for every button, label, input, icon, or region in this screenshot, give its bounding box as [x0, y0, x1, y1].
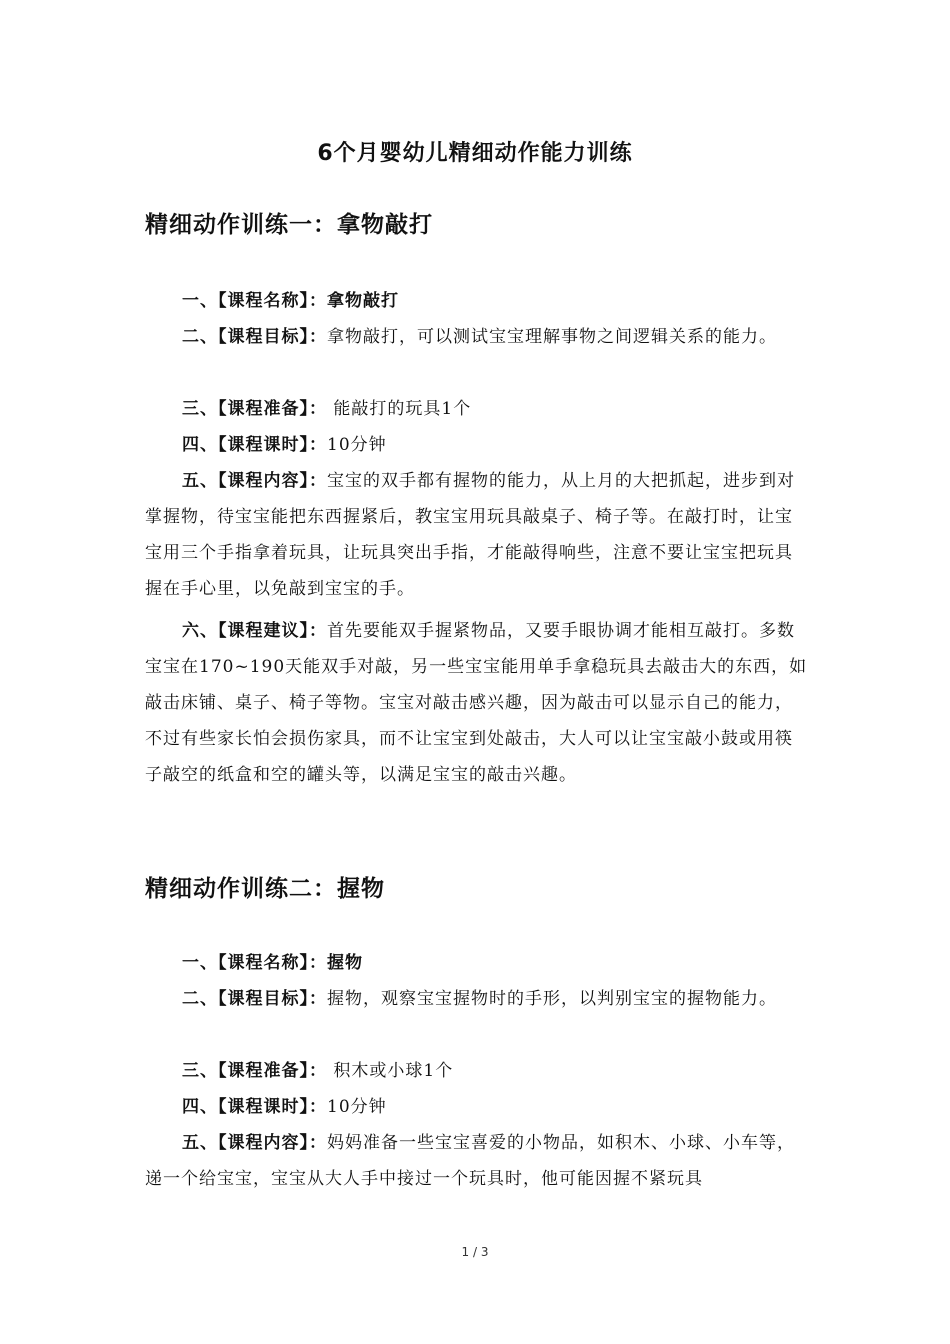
s1-item-content [145, 463, 810, 607]
s2-item-prep-text: 积木或小球1个 [327, 1061, 454, 1081]
s1-item-prep-text: 能敲打的玩具1个 [327, 399, 472, 419]
s1-item-duration [145, 427, 810, 463]
s1-item-name-label: 一、【课程名称】： [182, 291, 327, 311]
s2-item-content-text: 妈妈准备一些宝宝喜爱的小物品，如积木、小球、小车等，递一个给宝宝，宝宝从大人手中接过一个玩具时，他可能因握不紧玩具 [145, 1133, 795, 1189]
s2-item-goal-label: 二、【课程目标】： [182, 989, 327, 1009]
s1-item-prep [145, 391, 810, 427]
s2-item-content-label: 五、【课程内容】： [182, 1133, 327, 1153]
s1-item-content-label: 五、【课程内容】： [182, 471, 327, 491]
s2-item-goal [145, 981, 810, 1017]
section-2-heading: 精细动作训练二：握物 [145, 876, 385, 902]
s1-item-goal-text: 拿物敲打，可以测试宝宝理解事物之间逻辑关系的能力。 [327, 327, 777, 347]
s1-item-prep-label: 三、【课程准备】： [182, 399, 327, 419]
s1-item-duration-label: 四、【课程课时】： [182, 435, 327, 455]
s1-item-content-text: 宝宝的双手都有握物的能力，从上月的大把抓起，进步到对掌握物，待宝宝能把东西握紧后，教宝宝用玩具敲桌子、椅子等。在敲打时，让宝宝用三个手指拿着玩具，让玩具突出手指，才能敲得响些，注意不要让宝宝把玩具握在手心里，以免敲到宝宝的手。 [145, 471, 795, 599]
page-number: 1 / 3 [461, 1245, 489, 1259]
document-title: 6个月婴幼儿精细动作能力训练 [317, 141, 633, 166]
s1-item-advice-label: 六、【课程建议】： [182, 621, 327, 641]
s2-item-duration-text: 10分钟 [327, 1097, 387, 1117]
s1-item-name [145, 283, 810, 319]
s1-item-advice [145, 613, 810, 793]
s1-item-duration-text: 10分钟 [327, 435, 387, 455]
s2-item-content [145, 1125, 810, 1197]
s2-item-name-label: 一、【课程名称】： [182, 953, 327, 973]
s1-item-goal-label: 二、【课程目标】： [182, 327, 327, 347]
s2-item-duration [145, 1089, 810, 1125]
section-1-heading: 精细动作训练一：拿物敲打 [145, 212, 433, 238]
s2-item-prep [145, 1053, 810, 1089]
s2-item-name-text: 握物 [327, 953, 363, 973]
s1-item-name-text: 拿物敲打 [327, 291, 399, 311]
s1-item-goal [145, 319, 810, 355]
s2-item-goal-text: 握物，观察宝宝握物时的手形，以判别宝宝的握物能力。 [327, 989, 777, 1009]
s2-item-name [145, 945, 810, 981]
s1-item-advice-text: 首先要能双手握紧物品，又要手眼协调才能相互敲打。多数宝宝在170~190天能双手对敲，另一些宝宝能用单手拿稳玩具去敲击大的东西，如敲击床铺、桌子、椅子等物。宝宝对敲击感兴趣，因为敲击可以显示自己的能力，不过有些家长怕会损伤家具，而不让宝宝到处敲击，大人可以让宝宝敲小鼓或用筷子敲空的纸盒和空的罐头等，以满足宝宝的敲击兴趣。 [145, 621, 808, 785]
s2-item-prep-label: 三、【课程准备】： [182, 1061, 327, 1081]
s2-item-duration-label: 四、【课程课时】： [182, 1097, 327, 1117]
